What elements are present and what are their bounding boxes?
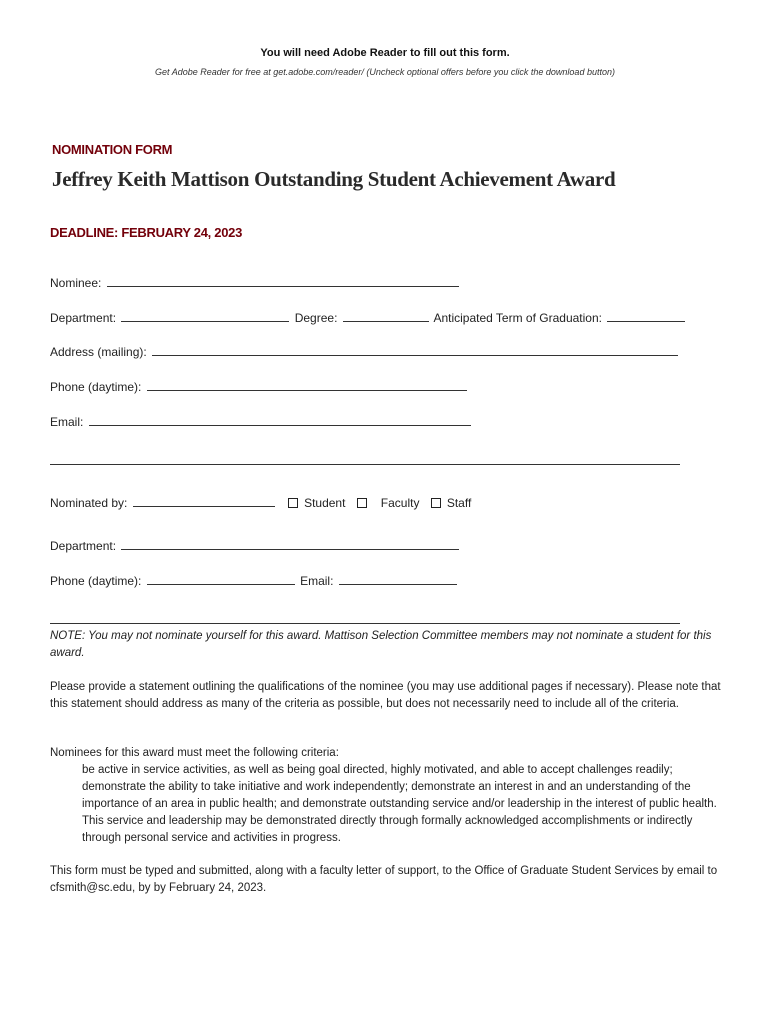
criteria-intro: Nominees for this award must meet the following criteria: (50, 747, 339, 759)
email-label: Email: (50, 415, 84, 429)
phone-row (50, 379, 469, 394)
extra-line-field[interactable] (50, 464, 680, 465)
nominator-department-field[interactable] (121, 538, 459, 550)
page-title: Jeffrey Keith Mattison Outstanding Student Achievement Award (52, 167, 616, 191)
section-divider (50, 623, 680, 624)
form-label: NOMINATION FORM (52, 142, 173, 157)
nominated-by-label: Nominated by: (50, 496, 128, 510)
student-option-label: Student (304, 496, 346, 510)
degree-label: Degree: (294, 311, 338, 325)
nominator-contact-row (50, 573, 459, 588)
staff-checkbox[interactable] (431, 498, 441, 508)
criteria-text: be active in service activities, as well as being goal directed, highly motivated, and able to accept challenges readily; demonstrate the ability to take initiative and work independently; demonstrate an interest in and an understanding of the importance of an area in public health; and demonstrate outstanding service and/or leadership in the interest of public health. This service and leadership may be demonstrated directly through formally acknowledged accomplishments or indirectly through personal service and activities in progress. (82, 764, 717, 844)
nominator-phone-label: Phone (daytime): (50, 574, 142, 588)
adobe-notice-subtitle: Get Adobe Reader for free at get.adobe.com/reader/ (Uncheck optional offers before you click the download button) (155, 67, 615, 77)
address-row (50, 344, 680, 359)
nominee-label: Nominee: (50, 276, 102, 290)
nominator-email-label: Email: (300, 574, 334, 588)
department-label: Department: (50, 311, 117, 325)
note-text: NOTE: You may not nominate yourself for this award. Mattison Selection Committee members may not nominate a student for this award. (50, 630, 712, 659)
student-checkbox[interactable] (288, 498, 298, 508)
submission-paragraph: This form must be typed and submitted, along with a faculty letter of support, to the Office of Graduate Student Services by email to cfsmith@sc.edu, by by February 24, 2023. (50, 865, 718, 894)
address-label: Address (mailing): (50, 345, 147, 359)
nominator-phone-field[interactable] (147, 573, 295, 585)
department-row (50, 310, 687, 325)
email-field[interactable] (89, 414, 471, 426)
graduation-label: Anticipated Term of Graduation: (433, 311, 602, 325)
nominator-email-field[interactable] (339, 573, 457, 585)
degree-field[interactable] (343, 310, 429, 322)
staff-option-label: Staff (446, 496, 472, 510)
adobe-notice-title: You will need Adobe Reader to fill out this form. (260, 47, 510, 59)
nominee-field[interactable] (107, 275, 459, 287)
nominee-row (50, 275, 461, 290)
department-field[interactable] (121, 310, 289, 322)
statement-paragraph: Please provide a statement outlining the qualifications of the nominee (you may use additional pages if necessary). Please note that this statement should address as many of the criteria as possible, but does not necessarily need to include all of the criteria. (50, 681, 721, 710)
address-field[interactable] (152, 344, 678, 356)
nominated-by-row (50, 495, 471, 510)
deadline: DEADLINE: FEBRUARY 24, 2023 (50, 225, 243, 240)
nominated-by-field[interactable] (133, 495, 275, 507)
nominator-department-row (50, 538, 461, 553)
criteria-section (50, 745, 722, 847)
faculty-checkbox[interactable] (357, 498, 367, 508)
nominator-department-label: Department: (50, 539, 117, 553)
graduation-field[interactable] (607, 310, 685, 322)
phone-field[interactable] (147, 379, 467, 391)
phone-label: Phone (daytime): (50, 380, 142, 394)
email-row (50, 414, 473, 429)
faculty-option-label: Faculty (380, 496, 420, 510)
